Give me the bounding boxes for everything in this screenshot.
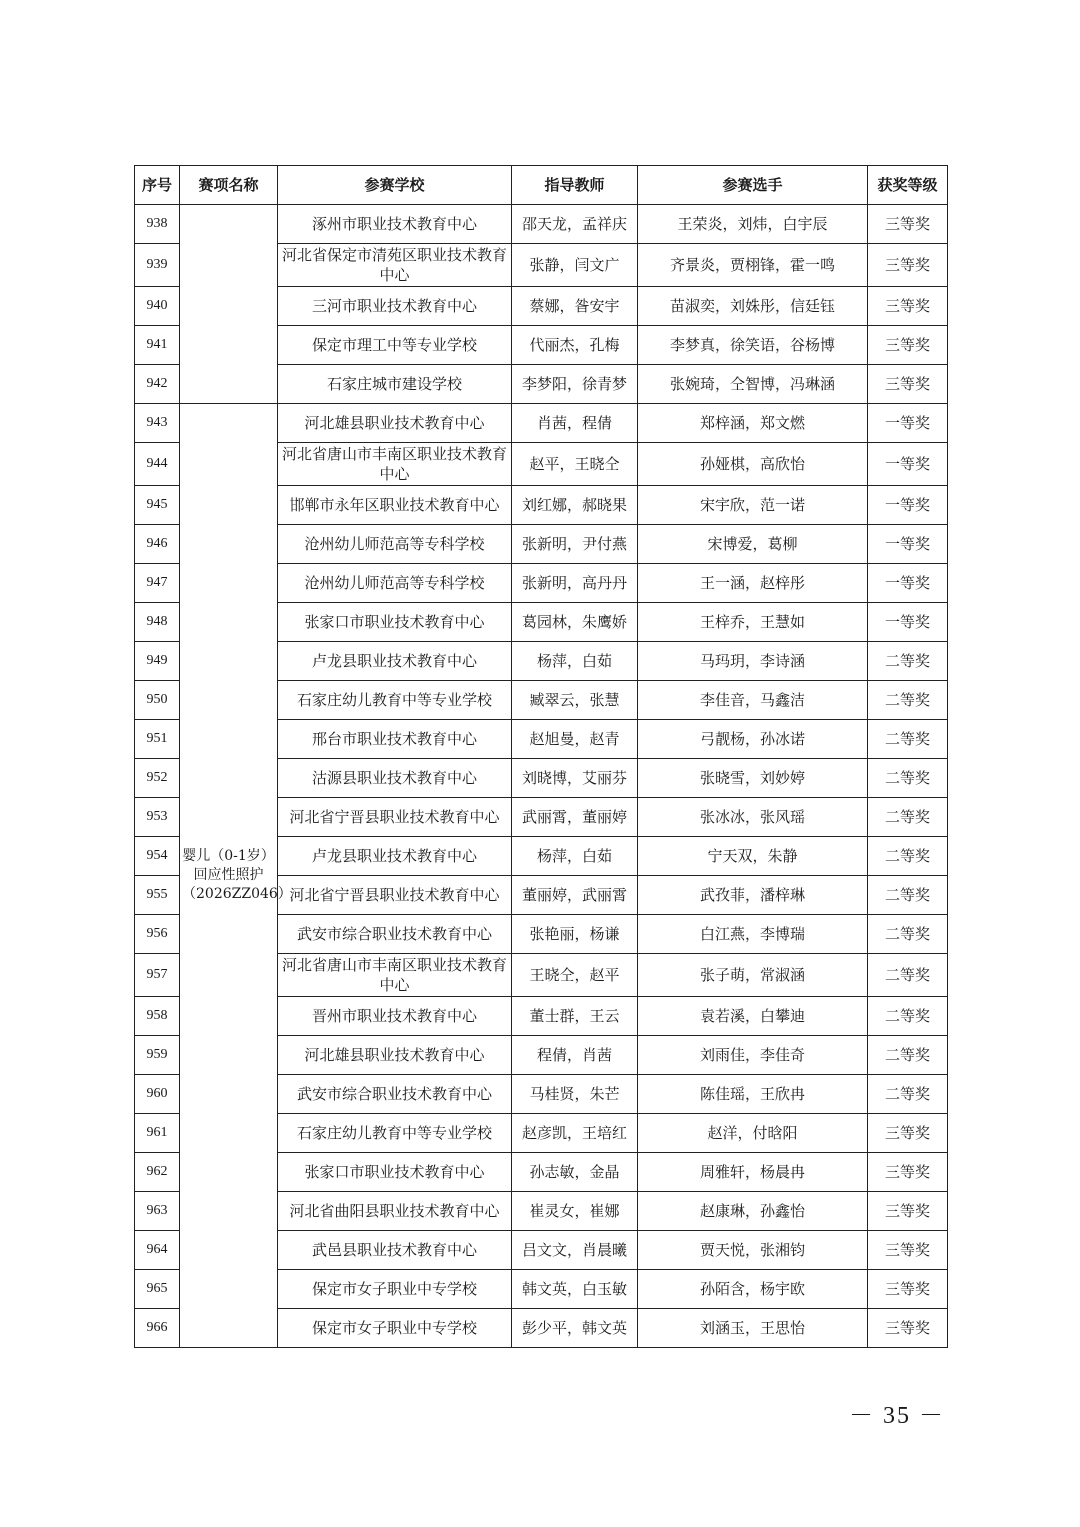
award-cell: 三等奖 bbox=[868, 1153, 948, 1192]
school-cell: 沧州幼儿师范高等专科学校 bbox=[278, 564, 512, 603]
seq-cell: 963 bbox=[135, 1192, 180, 1231]
seq-cell: 958 bbox=[135, 997, 180, 1036]
seq-cell: 961 bbox=[135, 1114, 180, 1153]
school-cell: 石家庄城市建设学校 bbox=[278, 365, 512, 404]
seq-cell: 950 bbox=[135, 681, 180, 720]
award-cell: 一等奖 bbox=[868, 564, 948, 603]
header-school: 参赛学校 bbox=[278, 166, 512, 205]
award-cell: 二等奖 bbox=[868, 1075, 948, 1114]
players-cell: 张冰冰，张风瑶 bbox=[638, 798, 868, 837]
seq-cell: 944 bbox=[135, 443, 180, 486]
seq-cell: 946 bbox=[135, 525, 180, 564]
players-cell: 张晓雪，刘妙婷 bbox=[638, 759, 868, 798]
award-cell: 三等奖 bbox=[868, 287, 948, 326]
players-cell: 王荣炎，刘炜，白宇辰 bbox=[638, 205, 868, 244]
players-cell: 宋宇欣，范一诺 bbox=[638, 486, 868, 525]
award-cell: 三等奖 bbox=[868, 365, 948, 404]
school-cell: 河北省唐山市丰南区职业技术教育中心 bbox=[278, 443, 512, 486]
seq-cell: 960 bbox=[135, 1075, 180, 1114]
award-cell: 二等奖 bbox=[868, 1036, 948, 1075]
school-cell: 三河市职业技术教育中心 bbox=[278, 287, 512, 326]
players-cell: 苗淑奕，刘姝彤，信廷钰 bbox=[638, 287, 868, 326]
header-event: 赛项名称 bbox=[180, 166, 278, 205]
players-cell: 刘涵玉，王思怡 bbox=[638, 1309, 868, 1348]
school-cell: 河北省唐山市丰南区职业技术教育中心 bbox=[278, 954, 512, 997]
award-cell: 二等奖 bbox=[868, 915, 948, 954]
seq-cell: 943 bbox=[135, 404, 180, 443]
event-cell bbox=[180, 205, 278, 404]
players-cell: 武孜菲，潘梓琳 bbox=[638, 876, 868, 915]
players-cell: 李佳音，马鑫洁 bbox=[638, 681, 868, 720]
award-cell: 二等奖 bbox=[868, 798, 948, 837]
school-cell: 张家口市职业技术教育中心 bbox=[278, 1153, 512, 1192]
teacher-cell: 赵彦凯，王培红 bbox=[512, 1114, 638, 1153]
seq-cell: 965 bbox=[135, 1270, 180, 1309]
seq-cell: 957 bbox=[135, 954, 180, 997]
award-cell: 一等奖 bbox=[868, 404, 948, 443]
players-cell: 贾天悦，张湘钧 bbox=[638, 1231, 868, 1270]
players-cell: 赵洋，付晗阳 bbox=[638, 1114, 868, 1153]
school-cell: 保定市女子职业中专学校 bbox=[278, 1270, 512, 1309]
school-cell: 武安市综合职业技术教育中心 bbox=[278, 1075, 512, 1114]
seq-cell: 962 bbox=[135, 1153, 180, 1192]
school-cell: 卢龙县职业技术教育中心 bbox=[278, 642, 512, 681]
school-cell: 张家口市职业技术教育中心 bbox=[278, 603, 512, 642]
award-cell: 三等奖 bbox=[868, 1114, 948, 1153]
players-cell: 宋博爱，葛柳 bbox=[638, 525, 868, 564]
award-cell: 三等奖 bbox=[868, 1309, 948, 1348]
header-row bbox=[135, 166, 948, 205]
seq-cell: 939 bbox=[135, 244, 180, 287]
teacher-cell: 孙志敏，金晶 bbox=[512, 1153, 638, 1192]
teacher-cell: 肖茜，程倩 bbox=[512, 404, 638, 443]
teacher-cell: 董丽婷，武丽霄 bbox=[512, 876, 638, 915]
seq-cell: 941 bbox=[135, 326, 180, 365]
seq-cell: 940 bbox=[135, 287, 180, 326]
teacher-cell: 刘晓博，艾丽芬 bbox=[512, 759, 638, 798]
award-cell: 二等奖 bbox=[868, 642, 948, 681]
seq-cell: 954 bbox=[135, 837, 180, 876]
players-cell: 孙陌含，杨宇欧 bbox=[638, 1270, 868, 1309]
teacher-cell: 董士群，王云 bbox=[512, 997, 638, 1036]
players-cell: 王一涵，赵梓彤 bbox=[638, 564, 868, 603]
school-cell: 卢龙县职业技术教育中心 bbox=[278, 837, 512, 876]
players-cell: 孙娅棋，高欣怡 bbox=[638, 443, 868, 486]
school-cell: 邯郸市永年区职业技术教育中心 bbox=[278, 486, 512, 525]
award-cell: 二等奖 bbox=[868, 720, 948, 759]
header-teacher: 指导教师 bbox=[512, 166, 638, 205]
school-cell: 河北雄县职业技术教育中心 bbox=[278, 1036, 512, 1075]
school-cell: 邢台市职业技术教育中心 bbox=[278, 720, 512, 759]
award-cell: 一等奖 bbox=[868, 486, 948, 525]
seq-cell: 942 bbox=[135, 365, 180, 404]
table-body bbox=[135, 205, 948, 1348]
seq-cell: 952 bbox=[135, 759, 180, 798]
seq-cell: 951 bbox=[135, 720, 180, 759]
seq-cell: 953 bbox=[135, 798, 180, 837]
seq-cell: 955 bbox=[135, 876, 180, 915]
award-cell: 一等奖 bbox=[868, 525, 948, 564]
teacher-cell: 张新明，尹付燕 bbox=[512, 525, 638, 564]
school-cell: 沽源县职业技术教育中心 bbox=[278, 759, 512, 798]
school-cell: 涿州市职业技术教育中心 bbox=[278, 205, 512, 244]
header-award: 获奖等级 bbox=[868, 166, 948, 205]
award-cell: 二等奖 bbox=[868, 759, 948, 798]
players-cell: 赵康琳，孙鑫怡 bbox=[638, 1192, 868, 1231]
teacher-cell: 蔡娜，昝安宇 bbox=[512, 287, 638, 326]
teacher-cell: 杨萍，白茹 bbox=[512, 837, 638, 876]
award-cell: 一等奖 bbox=[868, 603, 948, 642]
award-table bbox=[134, 165, 948, 1348]
award-cell: 二等奖 bbox=[868, 837, 948, 876]
players-cell: 张子萌，常淑涵 bbox=[638, 954, 868, 997]
teacher-cell: 赵旭曼，赵青 bbox=[512, 720, 638, 759]
school-cell: 晋州市职业技术教育中心 bbox=[278, 997, 512, 1036]
teacher-cell: 崔灵女，崔娜 bbox=[512, 1192, 638, 1231]
seq-cell: 949 bbox=[135, 642, 180, 681]
players-cell: 郑梓涵，郑文燃 bbox=[638, 404, 868, 443]
award-cell: 二等奖 bbox=[868, 876, 948, 915]
players-cell: 张婉琦，仝智博，冯琳涵 bbox=[638, 365, 868, 404]
award-cell: 一等奖 bbox=[868, 443, 948, 486]
teacher-cell: 邵天龙，孟祥庆 bbox=[512, 205, 638, 244]
seq-cell: 959 bbox=[135, 1036, 180, 1075]
seq-cell: 938 bbox=[135, 205, 180, 244]
players-cell: 马玛玥，李诗涵 bbox=[638, 642, 868, 681]
players-cell: 王梓乔，王慧如 bbox=[638, 603, 868, 642]
teacher-cell: 代丽杰，孔梅 bbox=[512, 326, 638, 365]
players-cell: 齐景炎，贾栩锋，霍一鸣 bbox=[638, 244, 868, 287]
school-cell: 河北省保定市清苑区职业技术教育中心 bbox=[278, 244, 512, 287]
players-cell: 白江燕，李博瑞 bbox=[638, 915, 868, 954]
award-cell: 三等奖 bbox=[868, 1231, 948, 1270]
header-seq: 序号 bbox=[135, 166, 180, 205]
teacher-cell: 赵平，王晓仝 bbox=[512, 443, 638, 486]
seq-cell: 966 bbox=[135, 1309, 180, 1348]
award-cell: 三等奖 bbox=[868, 1270, 948, 1309]
teacher-cell: 杨萍，白茹 bbox=[512, 642, 638, 681]
school-cell: 河北省宁晋县职业技术教育中心 bbox=[278, 798, 512, 837]
teacher-cell: 王晓仝，赵平 bbox=[512, 954, 638, 997]
teacher-cell: 李梦阳，徐青梦 bbox=[512, 365, 638, 404]
award-cell: 三等奖 bbox=[868, 326, 948, 365]
teacher-cell: 程倩，肖茜 bbox=[512, 1036, 638, 1075]
school-cell: 河北雄县职业技术教育中心 bbox=[278, 404, 512, 443]
school-cell: 河北省宁晋县职业技术教育中心 bbox=[278, 876, 512, 915]
table-row bbox=[135, 205, 948, 244]
teacher-cell: 吕文文，肖晨曦 bbox=[512, 1231, 638, 1270]
school-cell: 石家庄幼儿教育中等专业学校 bbox=[278, 1114, 512, 1153]
seq-cell: 964 bbox=[135, 1231, 180, 1270]
school-cell: 沧州幼儿师范高等专科学校 bbox=[278, 525, 512, 564]
award-cell: 二等奖 bbox=[868, 997, 948, 1036]
teacher-cell: 彭少平，韩文英 bbox=[512, 1309, 638, 1348]
players-cell: 陈佳瑶，王欣冉 bbox=[638, 1075, 868, 1114]
award-cell: 三等奖 bbox=[868, 1192, 948, 1231]
teacher-cell: 刘红娜，郝晓果 bbox=[512, 486, 638, 525]
school-cell: 石家庄幼儿教育中等专业学校 bbox=[278, 681, 512, 720]
seq-cell: 948 bbox=[135, 603, 180, 642]
award-cell: 三等奖 bbox=[868, 205, 948, 244]
seq-cell: 947 bbox=[135, 564, 180, 603]
table-row bbox=[135, 404, 948, 443]
school-cell: 保定市理工中等专业学校 bbox=[278, 326, 512, 365]
school-cell: 河北省曲阳县职业技术教育中心 bbox=[278, 1192, 512, 1231]
page-number: － 35 － bbox=[849, 1403, 945, 1429]
teacher-cell: 张新明，高丹丹 bbox=[512, 564, 638, 603]
players-cell: 刘雨佳，李佳奇 bbox=[638, 1036, 868, 1075]
teacher-cell: 葛园林，朱鹰娇 bbox=[512, 603, 638, 642]
players-cell: 李梦真，徐笑语，谷杨博 bbox=[638, 326, 868, 365]
seq-cell: 956 bbox=[135, 915, 180, 954]
players-cell: 弓靓杨，孙冰诺 bbox=[638, 720, 868, 759]
teacher-cell: 臧翠云，张慧 bbox=[512, 681, 638, 720]
award-cell: 二等奖 bbox=[868, 954, 948, 997]
header-players: 参赛选手 bbox=[638, 166, 868, 205]
players-cell: 宁天双，朱静 bbox=[638, 837, 868, 876]
teacher-cell: 张静，闫文广 bbox=[512, 244, 638, 287]
school-cell: 武邑县职业技术教育中心 bbox=[278, 1231, 512, 1270]
award-cell: 二等奖 bbox=[868, 681, 948, 720]
award-cell: 三等奖 bbox=[868, 244, 948, 287]
teacher-cell: 马桂贤，朱芒 bbox=[512, 1075, 638, 1114]
players-cell: 周雅轩，杨晨冉 bbox=[638, 1153, 868, 1192]
school-cell: 保定市女子职业中专学校 bbox=[278, 1309, 512, 1348]
teacher-cell: 张艳丽，杨谦 bbox=[512, 915, 638, 954]
teacher-cell: 武丽霄，董丽婷 bbox=[512, 798, 638, 837]
school-cell: 武安市综合职业技术教育中心 bbox=[278, 915, 512, 954]
event-cell: 婴儿（0-1岁）回应性照护（2026ZZ046） bbox=[180, 404, 278, 1348]
teacher-cell: 韩文英，白玉敏 bbox=[512, 1270, 638, 1309]
players-cell: 袁若溪，白攀迪 bbox=[638, 997, 868, 1036]
seq-cell: 945 bbox=[135, 486, 180, 525]
